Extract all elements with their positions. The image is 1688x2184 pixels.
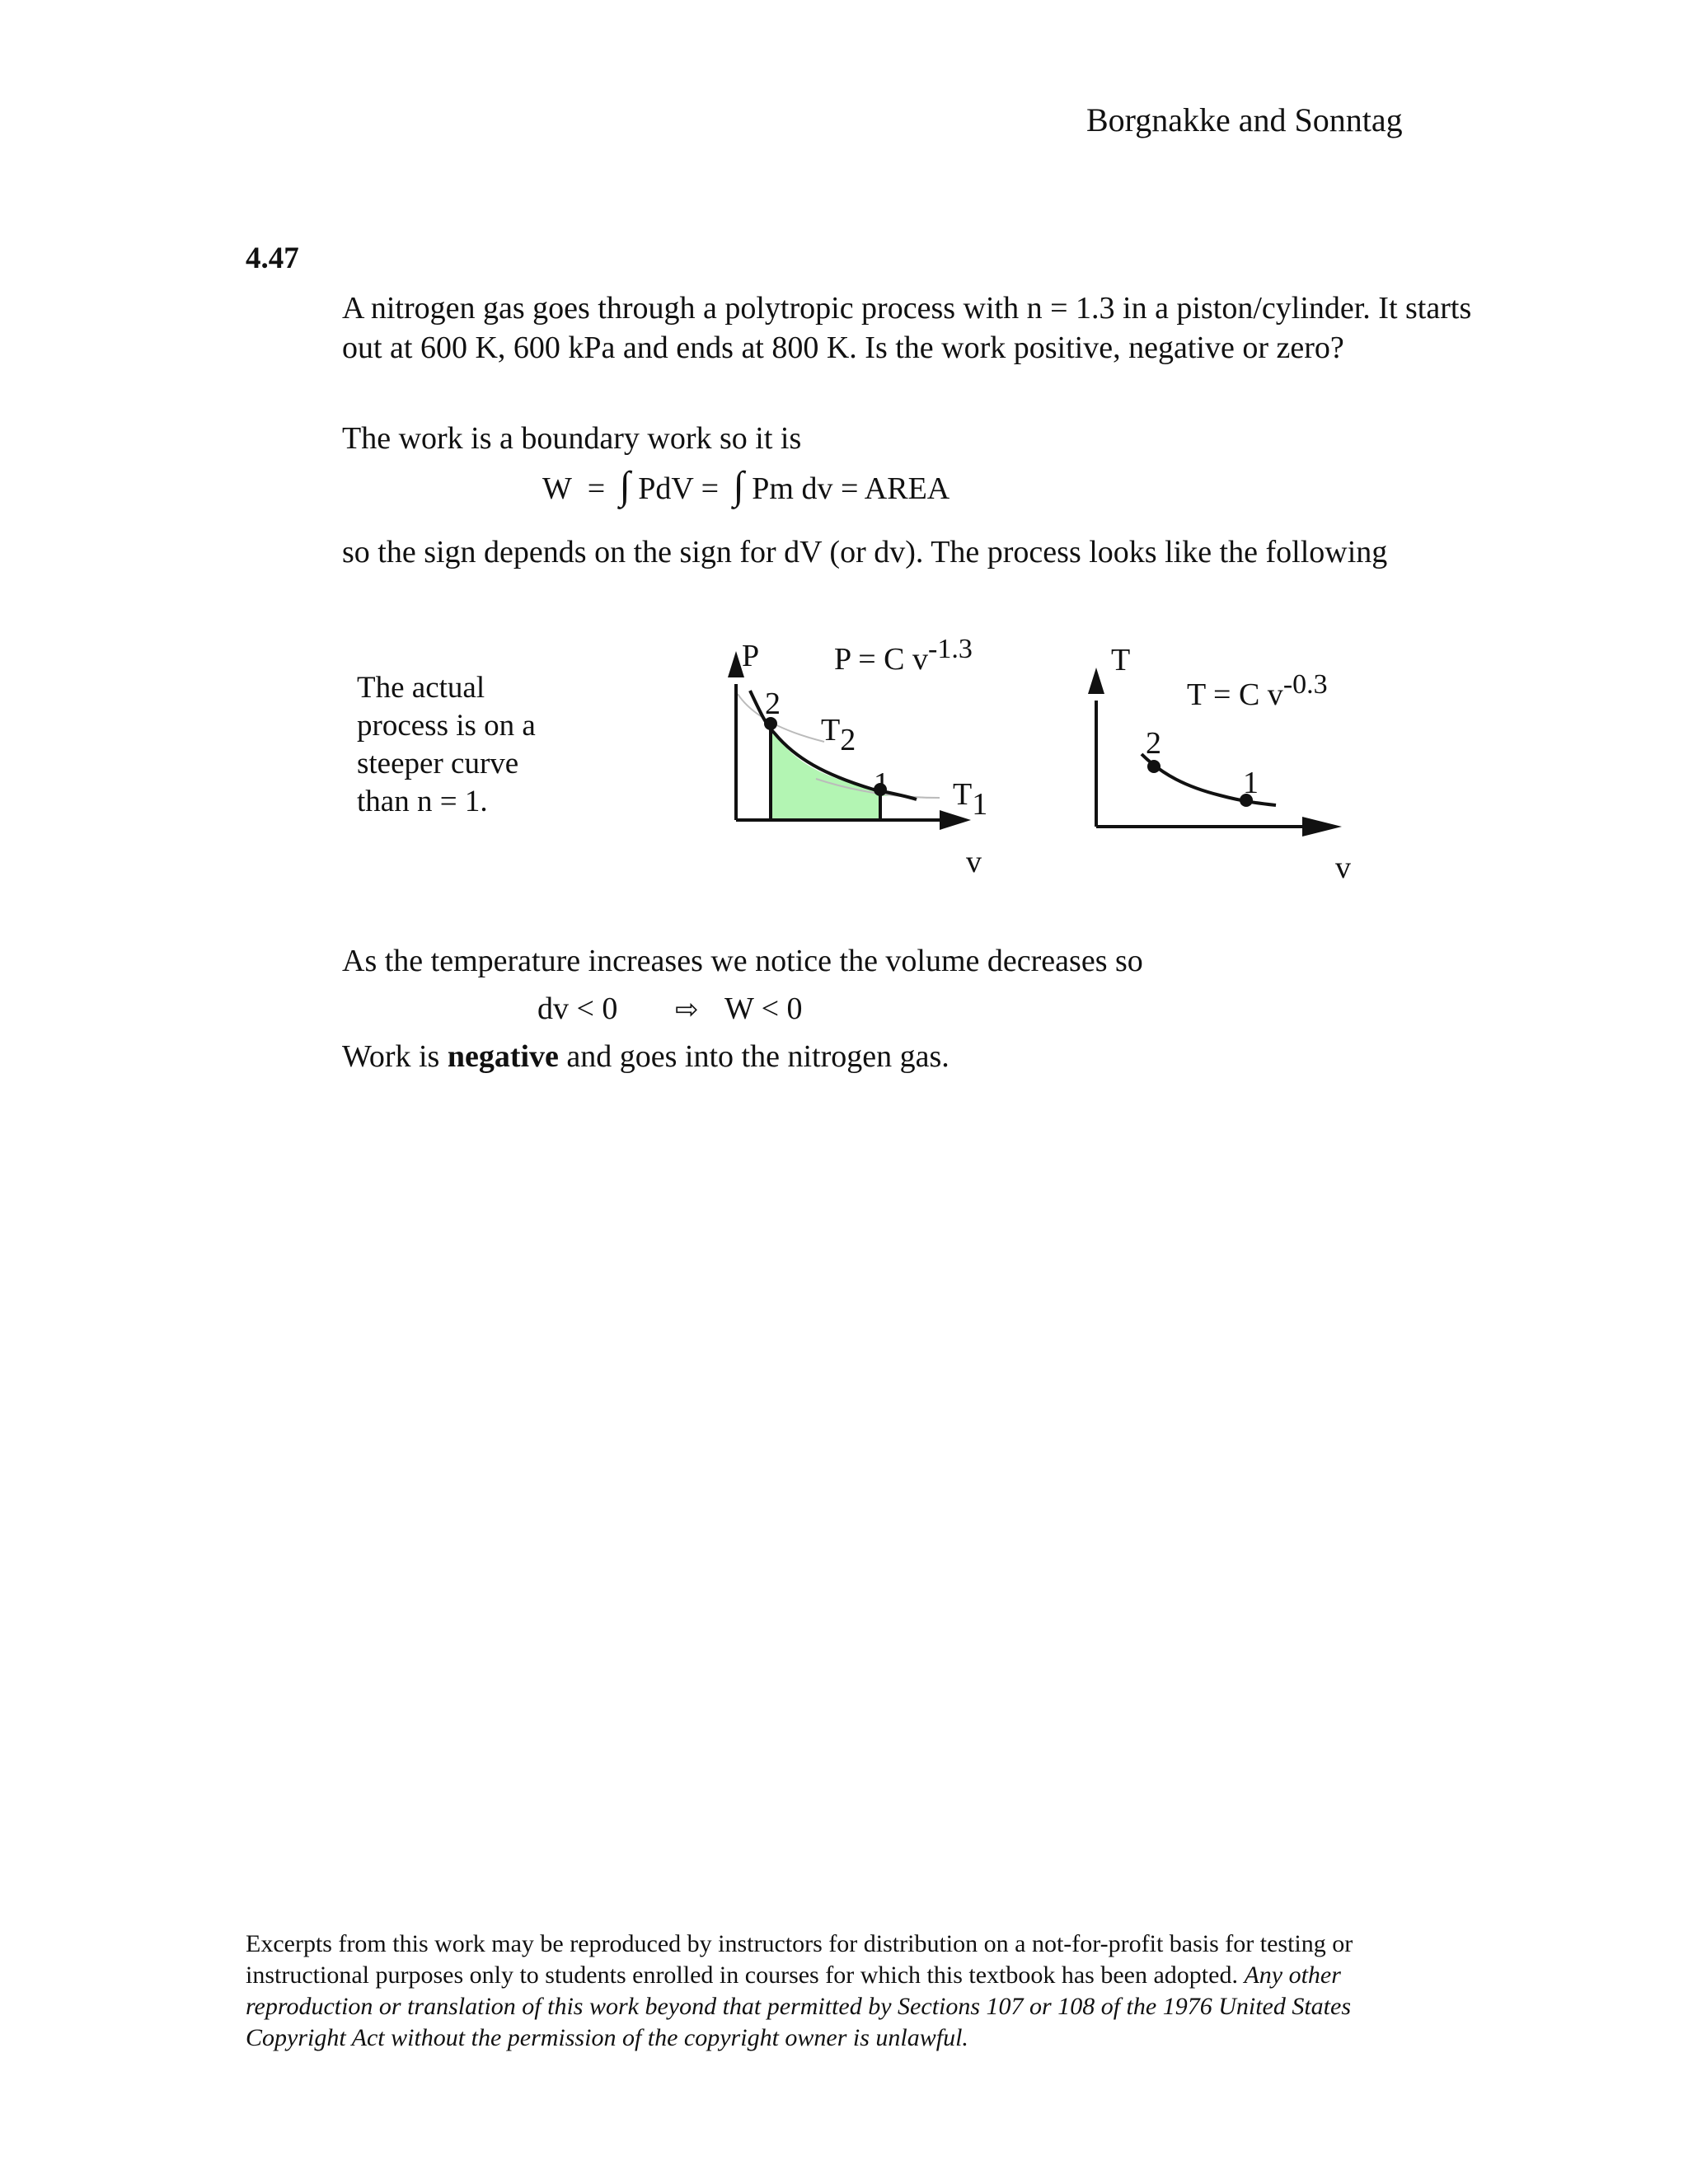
- side-note-line: than n = 1.: [357, 785, 488, 818]
- pv-equation-base: P = C v: [834, 642, 928, 677]
- tv-state-2-point: [1147, 760, 1160, 773]
- pv-diagram: [728, 634, 987, 879]
- integral-sign: ∫: [619, 464, 631, 508]
- pv-state-1-label: 1: [874, 766, 889, 801]
- side-note-line: The actual: [357, 671, 485, 705]
- formula-term-pdv: PdV =: [638, 471, 720, 506]
- isotherm-t2-label: T2: [821, 713, 856, 757]
- isotherm-t2-line: [738, 694, 824, 742]
- v-axis-arrow-icon: [940, 810, 971, 830]
- inequality-line: [537, 991, 803, 1027]
- copyright-footer: [246, 1929, 1441, 2054]
- tv-equation-exponent: -0.3: [1282, 669, 1328, 700]
- tv-equation: [1187, 669, 1328, 712]
- pv-v-axis-label: v: [966, 845, 982, 879]
- side-note-line: steeper curve: [357, 747, 519, 780]
- page-header-authors: Borgnakke and Sonntag: [1086, 101, 1403, 138]
- tv-v-axis-arrow-icon: [1302, 817, 1342, 837]
- tv-v-axis-label: v: [1335, 851, 1351, 885]
- pv-equation-exponent: -1.3: [928, 634, 973, 664]
- formula-term-pmdv: Pm dv = AREA: [752, 471, 950, 506]
- problem-statement: A nitrogen gas goes through a polytropic process with n = 1.3 in a piston/cylinder. It starts out at 600 K, 600 kPa and ends at 800 K. Is the work positive, negative or zero?: [342, 291, 1472, 365]
- footer-legal-warning: Any other reproduction or translation of this work beyond that permitted by Sections 107 or 108 of the 1976 United States Copyright Act without the permission of the copyright owner is unlawful.: [246, 1961, 1352, 2051]
- tv-state-1-label: 1: [1243, 766, 1259, 800]
- formula-equals: =: [587, 471, 606, 506]
- pv-state-2-label: 2: [765, 687, 781, 721]
- final-answer-lead: Work is: [342, 1039, 448, 1074]
- isotherm-t1-label: T1: [953, 777, 988, 822]
- tv-equation-base: T = C v: [1187, 677, 1283, 712]
- footer-notice: Excerpts from this work may be reproduced by instructors for distribution on a not-for-profit basis for testing or instructional purposes only to students enrolled in courses for which this textbook has been adopted.: [246, 1930, 1353, 1989]
- final-answer-emphasis: negative: [447, 1039, 559, 1074]
- problem-number: 4.47: [246, 241, 299, 275]
- conclusion-text: As the temperature increases we notice the volume decreases so: [342, 944, 1143, 978]
- tv-diagram: [1088, 643, 1351, 885]
- inequality-left: dv < 0: [537, 991, 618, 1026]
- inequality-right: W < 0: [724, 991, 803, 1026]
- integral-sign: ∫: [733, 464, 744, 508]
- formula-lhs: W: [542, 471, 572, 506]
- implies-arrow-icon: ⇨: [674, 993, 699, 1026]
- tv-state-2-label: 2: [1146, 726, 1161, 761]
- solution-intro: The work is a boundary work so it is: [342, 421, 802, 456]
- final-answer: [342, 1037, 950, 1076]
- t-axis-arrow-icon: [1088, 668, 1104, 694]
- final-answer-rest: and goes into the nitrogen gas.: [558, 1039, 950, 1074]
- t-axis-label: T: [1111, 643, 1131, 677]
- sign-explanation: so the sign depends on the sign for dV (or dv). The process looks like the following: [342, 535, 1388, 569]
- pv-equation: [834, 634, 973, 677]
- p-axis-label: P: [742, 639, 760, 673]
- side-note-line: process is on a: [357, 709, 536, 743]
